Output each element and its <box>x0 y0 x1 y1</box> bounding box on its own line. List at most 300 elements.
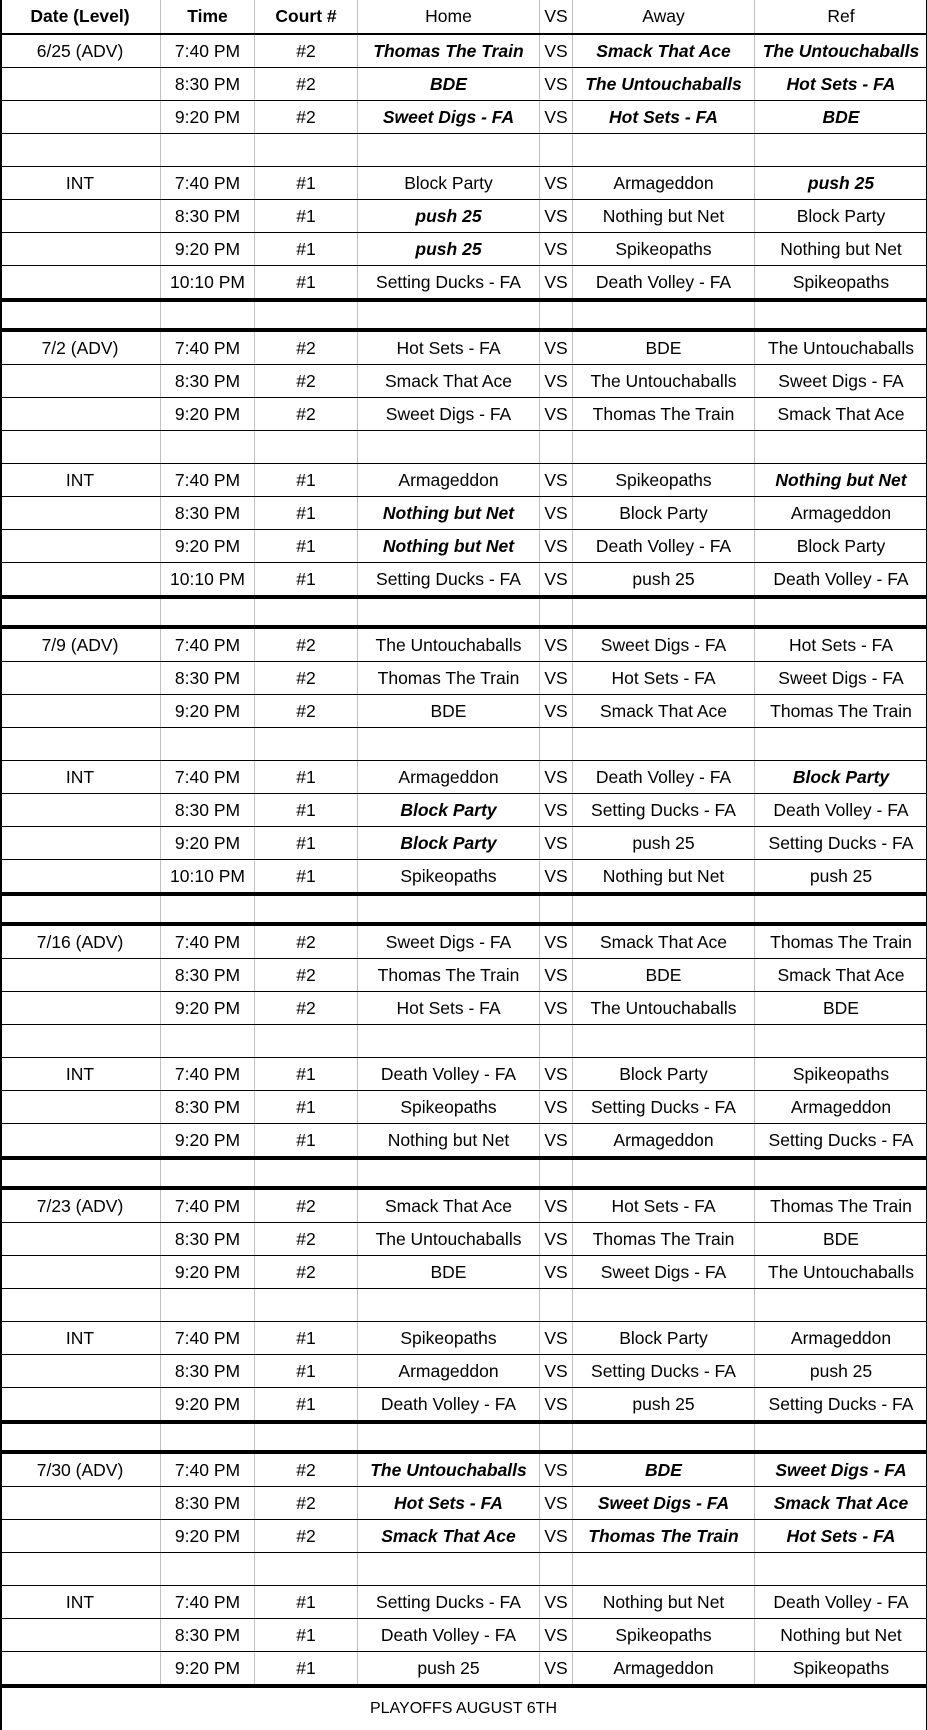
away-cell: push 25 <box>572 827 754 860</box>
ref-cell: Hot Sets - FA <box>754 629 927 662</box>
vs-cell <box>539 302 572 328</box>
away-cell: BDE <box>572 332 754 365</box>
away-cell: Death Volley - FA <box>572 266 754 299</box>
away-cell: Spikeopaths <box>572 1619 754 1652</box>
time-cell: 10:10 PM <box>160 860 254 893</box>
game-row <box>0 629 927 662</box>
time-cell: 9:20 PM <box>160 1388 254 1421</box>
away-cell <box>572 1424 754 1450</box>
home-cell: Thomas The Train <box>357 35 539 68</box>
label-cell <box>0 1223 160 1256</box>
game-row <box>0 200 927 233</box>
ref-cell: Armageddon <box>754 1322 927 1355</box>
time-cell: 8:30 PM <box>160 794 254 827</box>
court-cell: #2 <box>254 1190 357 1223</box>
time-cell: 9:20 PM <box>160 1256 254 1289</box>
home-cell: Setting Ducks - FA <box>357 266 539 299</box>
label-cell <box>0 599 160 625</box>
away-cell: Sweet Digs - FA <box>572 1256 754 1289</box>
court-cell: #1 <box>254 167 357 200</box>
ref-cell: Hot Sets - FA <box>754 1520 927 1553</box>
label-cell <box>0 101 160 134</box>
away-cell: BDE <box>572 1454 754 1487</box>
ref-cell: Spikeopaths <box>754 1652 927 1685</box>
time-cell: 8:30 PM <box>160 662 254 695</box>
game-row <box>0 662 927 695</box>
away-cell <box>572 896 754 922</box>
ref-cell: Setting Ducks - FA <box>754 1124 927 1157</box>
label-cell: INT <box>65 767 95 787</box>
time-cell: 7:40 PM <box>160 1454 254 1487</box>
label-cell <box>0 398 160 431</box>
ref-cell: Spikeopaths <box>754 1058 927 1091</box>
label-cell <box>0 563 160 596</box>
court-cell: #1 <box>254 1058 357 1091</box>
away-cell: Hot Sets - FA <box>572 1190 754 1223</box>
away-cell: Smack That Ace <box>572 695 754 728</box>
game-row <box>0 35 927 68</box>
label-cell <box>0 794 160 827</box>
header-date-level: Date (Level) <box>30 6 130 26</box>
court-cell: #1 <box>254 860 357 893</box>
vs-cell <box>539 1160 572 1186</box>
vs-cell: VS <box>539 1256 572 1289</box>
label-cell: 7/30 (ADV) <box>36 1460 124 1480</box>
away-cell: push 25 <box>572 1388 754 1421</box>
court-cell: #2 <box>254 959 357 992</box>
spacer-row <box>0 1025 927 1058</box>
time-cell: 7:40 PM <box>160 1190 254 1223</box>
vs-cell <box>539 134 572 167</box>
home-cell: Smack That Ace <box>357 1520 539 1553</box>
game-row <box>0 497 927 530</box>
vs-cell: VS <box>539 1487 572 1520</box>
label-cell <box>0 1520 160 1553</box>
game-row <box>0 1487 927 1520</box>
court-cell <box>254 134 357 167</box>
court-cell: #1 <box>254 1322 357 1355</box>
home-cell: Spikeopaths <box>357 1091 539 1124</box>
game-row <box>0 167 927 200</box>
home-cell: Death Volley - FA <box>357 1058 539 1091</box>
game-row <box>0 563 927 596</box>
court-cell <box>254 728 357 761</box>
spacer-row <box>0 1553 927 1586</box>
vs-cell <box>539 599 572 625</box>
home-cell: push 25 <box>357 233 539 266</box>
label-cell <box>0 431 160 464</box>
game-row <box>0 101 927 134</box>
game-row <box>0 233 927 266</box>
game-row <box>0 1454 927 1487</box>
vs-cell: VS <box>539 200 572 233</box>
time-cell <box>160 1025 254 1058</box>
ref-cell: Armageddon <box>754 1091 927 1124</box>
court-cell: #1 <box>254 827 357 860</box>
home-cell: Nothing but Net <box>357 497 539 530</box>
home-cell: Nothing but Net <box>357 1124 539 1157</box>
court-cell: #1 <box>254 464 357 497</box>
ref-cell: The Untouchaballs <box>754 1256 927 1289</box>
game-row <box>0 1058 927 1091</box>
vs-cell <box>539 1025 572 1058</box>
court-cell: #2 <box>254 629 357 662</box>
court-cell: #2 <box>254 101 357 134</box>
home-cell <box>357 302 539 328</box>
vs-cell: VS <box>539 992 572 1025</box>
vs-cell: VS <box>539 662 572 695</box>
time-cell <box>160 1160 254 1186</box>
header-home: Home <box>357 0 539 33</box>
header-vs: VS <box>539 0 572 33</box>
time-cell: 8:30 PM <box>160 200 254 233</box>
court-cell <box>254 1025 357 1058</box>
ref-cell: Thomas The Train <box>754 926 927 959</box>
vs-cell <box>539 431 572 464</box>
away-cell <box>572 1160 754 1186</box>
time-cell: 9:20 PM <box>160 695 254 728</box>
vs-cell <box>539 896 572 922</box>
time-cell: 7:40 PM <box>160 926 254 959</box>
vs-cell: VS <box>539 695 572 728</box>
vs-cell: VS <box>539 266 572 299</box>
home-cell <box>357 1424 539 1450</box>
away-cell: Smack That Ace <box>572 926 754 959</box>
away-cell <box>572 1553 754 1586</box>
court-cell <box>254 1160 357 1186</box>
court-cell <box>254 599 357 625</box>
home-cell: BDE <box>357 695 539 728</box>
ref-cell: Nothing but Net <box>754 464 927 497</box>
game-row <box>0 1190 927 1223</box>
vs-cell: VS <box>539 1190 572 1223</box>
home-cell <box>357 1553 539 1586</box>
court-cell: #1 <box>254 1124 357 1157</box>
time-cell: 8:30 PM <box>160 1487 254 1520</box>
time-cell: 10:10 PM <box>160 563 254 596</box>
game-row <box>0 398 927 431</box>
away-cell <box>572 134 754 167</box>
vs-cell: VS <box>539 1619 572 1652</box>
home-cell: Death Volley - FA <box>357 1619 539 1652</box>
vs-cell: VS <box>539 35 572 68</box>
away-cell: Death Volley - FA <box>572 530 754 563</box>
game-row <box>0 530 927 563</box>
game-row <box>0 1520 927 1553</box>
time-cell: 8:30 PM <box>160 1091 254 1124</box>
ref-cell <box>754 1025 927 1058</box>
time-cell <box>160 896 254 922</box>
ref-cell: Thomas The Train <box>754 695 927 728</box>
vs-cell: VS <box>539 761 572 794</box>
away-cell: Setting Ducks - FA <box>572 1355 754 1388</box>
vs-cell: VS <box>539 365 572 398</box>
court-cell <box>254 1553 357 1586</box>
game-row <box>0 992 927 1025</box>
game-row <box>0 926 927 959</box>
court-cell: #1 <box>254 563 357 596</box>
label-cell <box>0 233 160 266</box>
label-cell <box>0 896 160 922</box>
court-cell <box>254 896 357 922</box>
home-cell <box>357 599 539 625</box>
away-cell: Armageddon <box>572 1652 754 1685</box>
vs-cell: VS <box>539 1520 572 1553</box>
ref-cell: BDE <box>754 992 927 1025</box>
label-cell <box>0 1553 160 1586</box>
away-cell <box>572 431 754 464</box>
away-cell: Hot Sets - FA <box>572 101 754 134</box>
time-cell: 7:40 PM <box>160 332 254 365</box>
label-cell: 6/25 (ADV) <box>36 41 124 61</box>
header-away: Away <box>572 0 754 33</box>
vs-cell: VS <box>539 497 572 530</box>
label-cell <box>0 959 160 992</box>
time-cell: 7:40 PM <box>160 1058 254 1091</box>
home-cell: Block Party <box>357 827 539 860</box>
vs-cell: VS <box>539 1322 572 1355</box>
home-cell: Thomas The Train <box>357 959 539 992</box>
game-row <box>0 464 927 497</box>
time-cell: 8:30 PM <box>160 68 254 101</box>
away-cell <box>572 1025 754 1058</box>
label-cell <box>0 200 160 233</box>
label-cell <box>0 1652 160 1685</box>
home-cell: Smack That Ace <box>357 365 539 398</box>
court-cell: #2 <box>254 1520 357 1553</box>
vs-cell: VS <box>539 233 572 266</box>
vs-cell <box>539 1553 572 1586</box>
away-cell <box>572 728 754 761</box>
time-cell: 7:40 PM <box>160 35 254 68</box>
court-cell: #2 <box>254 1223 357 1256</box>
away-cell: Block Party <box>572 1322 754 1355</box>
ref-cell: The Untouchaballs <box>754 35 927 68</box>
court-cell: #2 <box>254 365 357 398</box>
game-row <box>0 761 927 794</box>
week-gap-row <box>0 1160 927 1186</box>
time-cell: 7:40 PM <box>160 1586 254 1619</box>
court-cell: #2 <box>254 992 357 1025</box>
vs-cell: VS <box>539 926 572 959</box>
ref-cell: Sweet Digs - FA <box>754 1454 927 1487</box>
ref-cell: Armageddon <box>754 497 927 530</box>
away-cell: Thomas The Train <box>572 1223 754 1256</box>
court-cell: #1 <box>254 1619 357 1652</box>
game-row <box>0 1322 927 1355</box>
label-cell <box>0 266 160 299</box>
ref-cell: Setting Ducks - FA <box>754 1388 927 1421</box>
court-cell: #2 <box>254 926 357 959</box>
ref-cell: Smack That Ace <box>754 1487 927 1520</box>
label-cell <box>0 1487 160 1520</box>
court-cell: #2 <box>254 1256 357 1289</box>
away-cell: Nothing but Net <box>572 200 754 233</box>
home-cell: Hot Sets - FA <box>357 332 539 365</box>
ref-cell: Sweet Digs - FA <box>754 662 927 695</box>
court-cell: #1 <box>254 761 357 794</box>
home-cell <box>357 134 539 167</box>
time-cell: 9:20 PM <box>160 1520 254 1553</box>
ref-cell: push 25 <box>754 167 927 200</box>
away-cell: Block Party <box>572 497 754 530</box>
away-cell: push 25 <box>572 563 754 596</box>
vs-cell: VS <box>539 1223 572 1256</box>
vs-cell: VS <box>539 1388 572 1421</box>
court-cell: #2 <box>254 695 357 728</box>
court-cell <box>254 302 357 328</box>
header-time: Time <box>160 0 254 33</box>
playoffs-footer: PLAYOFFS AUGUST 6TH <box>369 1700 557 1717</box>
time-cell <box>160 599 254 625</box>
label-cell <box>0 1424 160 1450</box>
vs-cell: VS <box>539 1586 572 1619</box>
away-cell <box>572 302 754 328</box>
home-cell: Spikeopaths <box>357 1322 539 1355</box>
time-cell: 9:20 PM <box>160 398 254 431</box>
home-cell: Hot Sets - FA <box>357 1487 539 1520</box>
ref-cell: Setting Ducks - FA <box>754 827 927 860</box>
time-cell: 7:40 PM <box>160 1322 254 1355</box>
away-cell: The Untouchaballs <box>572 992 754 1025</box>
label-cell <box>0 1289 160 1322</box>
time-cell <box>160 1289 254 1322</box>
home-cell: push 25 <box>357 1652 539 1685</box>
vs-cell: VS <box>539 1091 572 1124</box>
label-cell <box>0 1619 160 1652</box>
court-cell: #1 <box>254 1355 357 1388</box>
away-cell: Spikeopaths <box>572 233 754 266</box>
home-cell: Block Party <box>357 794 539 827</box>
court-cell <box>254 1289 357 1322</box>
time-cell: 9:20 PM <box>160 1652 254 1685</box>
ref-cell: Death Volley - FA <box>754 794 927 827</box>
court-cell: #1 <box>254 1091 357 1124</box>
home-cell: push 25 <box>357 200 539 233</box>
week-gap-row <box>0 599 927 625</box>
home-cell <box>357 1025 539 1058</box>
away-cell: Setting Ducks - FA <box>572 794 754 827</box>
game-row <box>0 1388 927 1421</box>
vs-cell <box>539 1289 572 1322</box>
game-row <box>0 365 927 398</box>
ref-cell <box>754 728 927 761</box>
away-cell: Death Volley - FA <box>572 761 754 794</box>
ref-cell: Hot Sets - FA <box>754 68 927 101</box>
label-cell: 7/23 (ADV) <box>36 1196 124 1216</box>
time-cell: 10:10 PM <box>160 266 254 299</box>
vs-cell: VS <box>539 563 572 596</box>
label-cell: INT <box>65 1064 95 1084</box>
court-cell: #2 <box>254 398 357 431</box>
home-cell: The Untouchaballs <box>357 1223 539 1256</box>
time-cell: 8:30 PM <box>160 1619 254 1652</box>
home-cell: Armageddon <box>357 464 539 497</box>
game-row <box>0 1586 927 1619</box>
label-cell: 7/16 (ADV) <box>36 932 124 952</box>
ref-cell: push 25 <box>754 860 927 893</box>
court-cell: #1 <box>254 1388 357 1421</box>
label-cell <box>0 662 160 695</box>
game-row <box>0 1124 927 1157</box>
court-cell: #1 <box>254 794 357 827</box>
home-cell <box>357 1160 539 1186</box>
court-cell: #1 <box>254 1652 357 1685</box>
away-cell: Setting Ducks - FA <box>572 1091 754 1124</box>
time-cell: 9:20 PM <box>160 233 254 266</box>
spacer-row <box>0 728 927 761</box>
spacer-row <box>0 1289 927 1322</box>
home-cell: Nothing but Net <box>357 530 539 563</box>
away-cell: BDE <box>572 959 754 992</box>
ref-cell: The Untouchaballs <box>754 332 927 365</box>
home-cell: Thomas The Train <box>357 662 539 695</box>
home-cell: Spikeopaths <box>357 860 539 893</box>
court-cell: #1 <box>254 530 357 563</box>
ref-cell <box>754 599 927 625</box>
label-cell <box>0 365 160 398</box>
game-row <box>0 1652 927 1685</box>
ref-cell <box>754 1160 927 1186</box>
vs-cell: VS <box>539 530 572 563</box>
time-cell <box>160 431 254 464</box>
label-cell <box>0 1160 160 1186</box>
vs-cell <box>539 1424 572 1450</box>
vs-cell: VS <box>539 332 572 365</box>
game-row <box>0 1355 927 1388</box>
time-cell: 8:30 PM <box>160 497 254 530</box>
home-cell: The Untouchaballs <box>357 1454 539 1487</box>
court-cell: #2 <box>254 662 357 695</box>
game-row <box>0 695 927 728</box>
away-cell <box>572 599 754 625</box>
time-cell: 7:40 PM <box>160 167 254 200</box>
ref-cell: Thomas The Train <box>754 1190 927 1223</box>
away-cell <box>572 1289 754 1322</box>
time-cell: 8:30 PM <box>160 1355 254 1388</box>
game-row <box>0 1223 927 1256</box>
game-row <box>0 1619 927 1652</box>
game-row <box>0 1091 927 1124</box>
label-cell <box>0 134 160 167</box>
ref-cell: Spikeopaths <box>754 266 927 299</box>
week-gap-row <box>0 302 927 328</box>
home-cell: Hot Sets - FA <box>357 992 539 1025</box>
label-cell <box>0 1124 160 1157</box>
ref-cell: Block Party <box>754 761 927 794</box>
ref-cell: Death Volley - FA <box>754 1586 927 1619</box>
vs-cell: VS <box>539 68 572 101</box>
court-cell: #2 <box>254 68 357 101</box>
time-cell: 7:40 PM <box>160 464 254 497</box>
court-cell: #1 <box>254 200 357 233</box>
label-cell <box>0 827 160 860</box>
away-cell: Thomas The Train <box>572 1520 754 1553</box>
away-cell: Thomas The Train <box>572 398 754 431</box>
home-cell: Setting Ducks - FA <box>357 1586 539 1619</box>
time-cell: 8:30 PM <box>160 365 254 398</box>
away-cell: Smack That Ace <box>572 35 754 68</box>
home-cell: BDE <box>357 68 539 101</box>
court-cell: #1 <box>254 233 357 266</box>
time-cell <box>160 1424 254 1450</box>
vs-cell: VS <box>539 398 572 431</box>
game-row <box>0 827 927 860</box>
vs-cell: VS <box>539 101 572 134</box>
time-cell: 9:20 PM <box>160 101 254 134</box>
label-cell <box>0 1388 160 1421</box>
vs-cell: VS <box>539 794 572 827</box>
